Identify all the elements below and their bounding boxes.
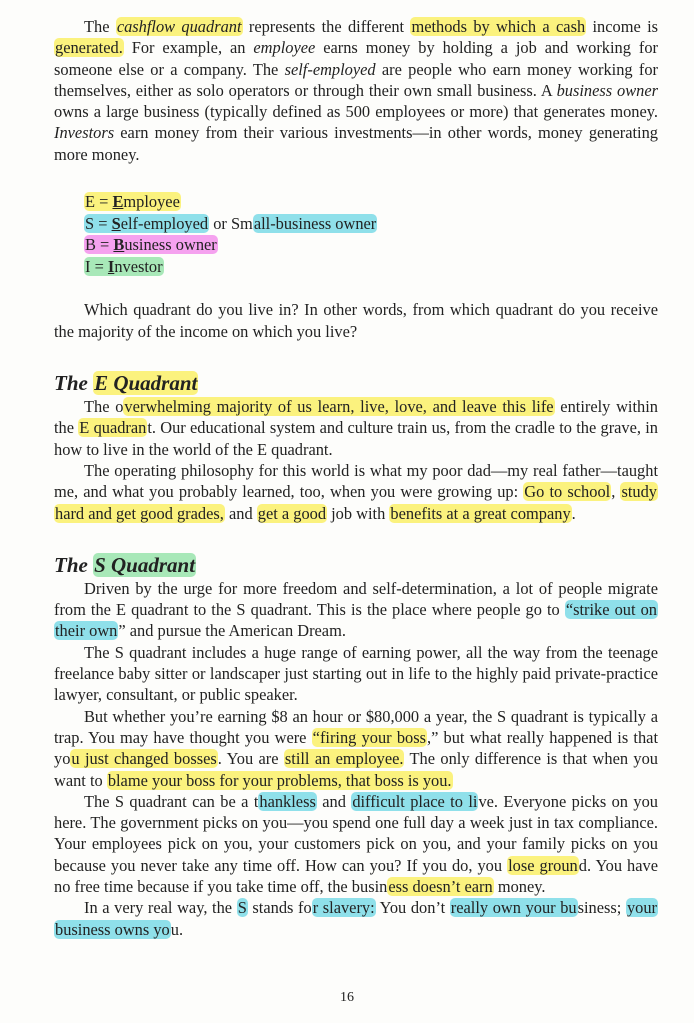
page-content (54, 16, 658, 940)
quadrant-i-item: I = Investor (85, 256, 163, 276)
heading-e-quadrant: The E Quadrant (54, 371, 198, 396)
paragraph-s-5: In a very real way, the S stands for slavery: You don’t really own your business; your business owns you. (55, 898, 658, 939)
paragraph-s-4: The S quadrant can be a thankless and difficult place to live. Everyone picks on you here. The government picks on you—you spend one full day a week just in tax compliance. Your employees pick on you, your customers pick on you, and your family picks on you because you never take any time off. How can you? If you do, you lose ground. You have no free time because if you take time off, the business doesn’t earn money. (54, 791, 658, 896)
paragraph-intro: The cashflow quadrant represents the different methods by which a cash income is generated. For example, an employee earns money by holding a job and working for someone else or a company. The self-employed are people who earn money working for themselves, either as solo operators or through their own small business. A business owner owns a large business (typically defined as 500 employees or more) that generates money. Investors earn money from their various investments—in other words, money generating more money. (54, 17, 659, 164)
quadrant-list (84, 191, 658, 277)
paragraph-s-1: Driven by the urge for more freedom and self-determination, a lot of people migrate from the E quadrant to the S quadrant. This is the place where people go to “strike out on their own” and pursue the American Dream. (54, 578, 658, 641)
quadrant-b-item: B = Business owner (85, 235, 217, 255)
paragraph-question: Which quadrant do you live in? In other words, from which quadrant do you receive the majority of the income on which you live? (54, 300, 658, 341)
paragraph-e-2: The operating philosophy for this world is what my poor dad—my real father—taught me, and what you probably learned, too, when you were growing up: Go to school, study hard and get good grades, and get a good job with benefits at a great company. (54, 460, 658, 523)
quadrant-s-item: S = Self-employed or Small-business owner (85, 213, 377, 233)
paragraph-s-3: But whether you’re earning $8 an hour or $80,000 a year, the S quadrant is typically a trap. You may have thought you were “firing your boss,” but what really happened is that you just changed bosses. You are still an employee. The only difference is that when you want to blame your boss for your problems, that boss is you. (54, 706, 659, 790)
quadrant-e-item: E = Employee (85, 192, 180, 212)
paragraph-e-1: The overwhelming majority of us learn, live, love, and leave this life entirely within the E quadrant. Our educational system and culture train us, from the cradle to the grave, in how to live in the world of the E quadrant. (54, 397, 658, 459)
page-number: 16 (340, 990, 354, 1005)
heading-s-quadrant: The S Quadrant (54, 552, 196, 577)
paragraph-s-2: The S quadrant includes a huge range of earning power, all the way from the teenage freelance baby sitter or landscaper just starting out in life to the highly paid private-practice lawyer, consultant, or public speaker. (54, 642, 658, 705)
